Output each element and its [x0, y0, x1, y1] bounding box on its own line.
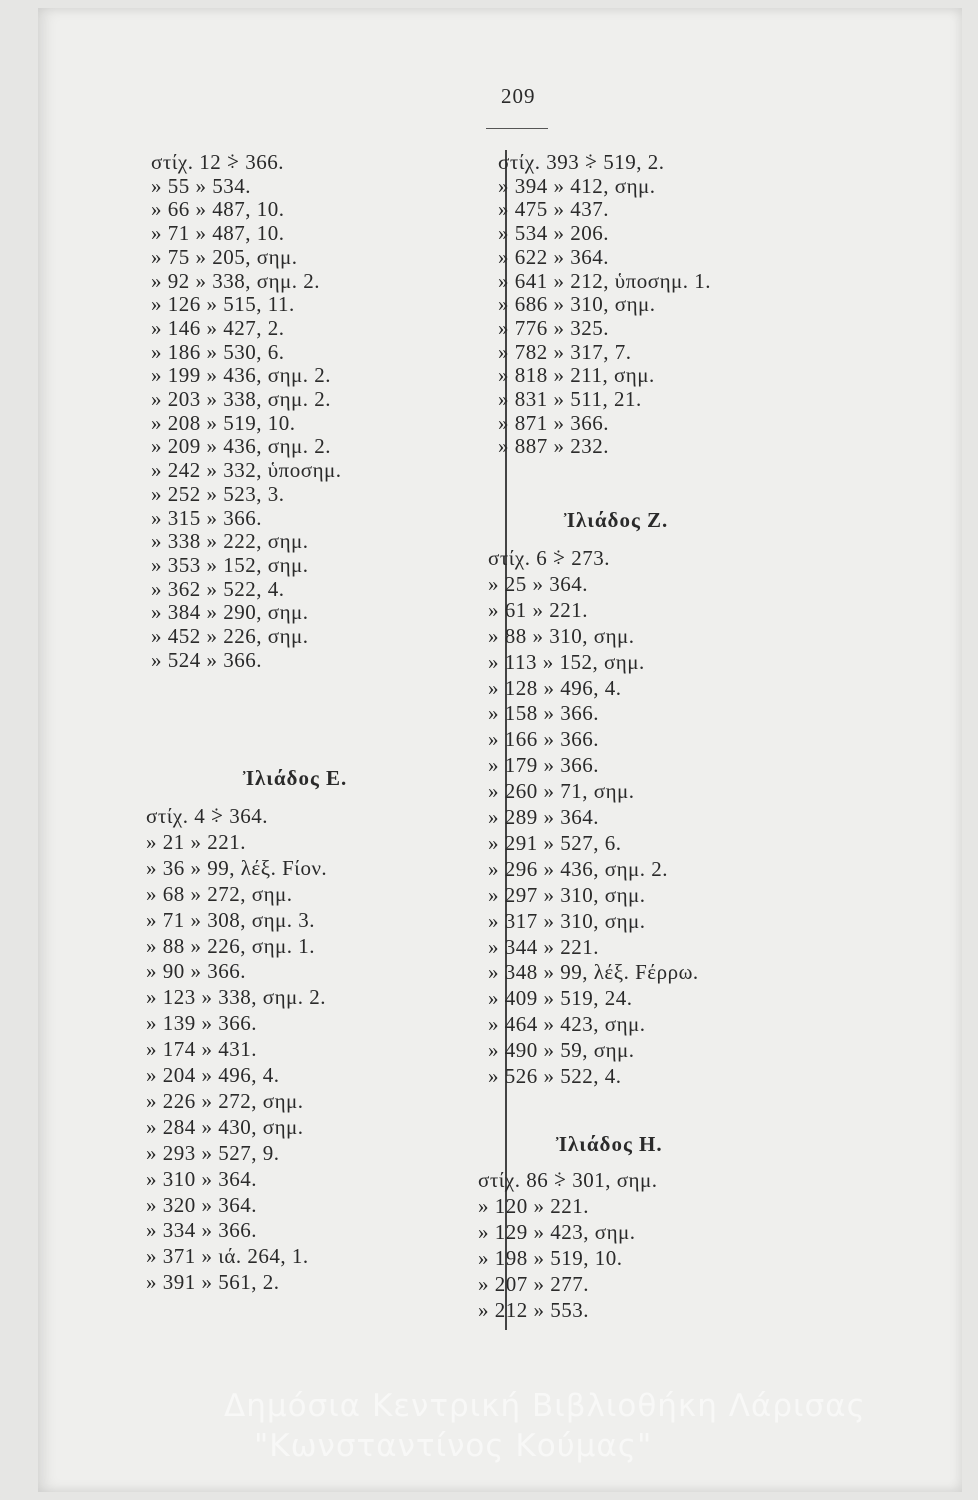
index-entry: » 92 » 338, σημ. 2. — [151, 268, 321, 293]
index-entry: » 203 » 338, σημ. 2. — [151, 387, 332, 411]
index-entry: » 334 » 366. — [146, 1218, 257, 1243]
heading-iliad-h: Ἰλιάδος Η. — [556, 1132, 663, 1156]
index-entry: » 199 » 436, σημ. 2. — [151, 363, 332, 388]
index-entry: » 776 » 325. — [498, 315, 609, 340]
heading-iliad-e: Ἰλιάδος Ε. — [243, 766, 348, 790]
index-entry: » 128 » 496, 4. — [488, 675, 622, 700]
index-entry: » 55 » 534. — [151, 173, 251, 198]
index-entry: » 90 » 366. — [146, 959, 246, 984]
index-entry: » 88 » 310, σημ. — [488, 623, 635, 648]
index-entry: » 88 » 226, σημ. 1. — [146, 933, 316, 958]
index-entry: » 208 » 519, 10. — [151, 410, 296, 435]
index-entry: » 198 » 519, 10. — [478, 1245, 623, 1270]
index-entry: στίχ. 12 ⸖ 366. — [151, 150, 284, 174]
index-entry: » 174 » 431. — [146, 1037, 257, 1062]
index-entry: » 317 » 310, σημ. — [488, 908, 646, 933]
index-entry: » 186 » 530, 6. — [151, 339, 285, 364]
index-entry: » 68 » 272, σημ. — [146, 881, 293, 906]
index-entry: » 113 » 152, σημ. — [488, 649, 645, 674]
page-number: 209 — [501, 84, 536, 108]
index-entry: » 362 » 522, 4. — [151, 576, 285, 601]
index-entry: » 371 » ιά. 264, 1. — [146, 1244, 309, 1269]
index-entry: » 394 » 412, σημ. — [498, 173, 656, 198]
header-rule — [486, 128, 548, 129]
heading-iliad-z: Ἰλιάδος Ζ. — [564, 508, 669, 532]
index-entry: » 296 » 436, σημ. 2. — [488, 856, 669, 881]
index-entry: » 391 » 561, 2. — [146, 1270, 280, 1295]
index-entry: » 384 » 290, σημ. — [151, 600, 309, 625]
index-entry: » 818 » 211, σημ. — [498, 363, 655, 388]
index-entry: » 297 » 310, σημ. — [488, 882, 646, 907]
index-entry: » 242 » 332, ὑποσημ. — [151, 458, 342, 483]
index-entry: » 310 » 364. — [146, 1166, 257, 1191]
index-entry: στίχ. 4 ⸖ 364. — [146, 804, 268, 828]
index-entry: » 464 » 423, σημ. — [488, 1012, 646, 1037]
index-entry: » 120 » 221. — [478, 1193, 589, 1218]
index-entry: » 166 » 366. — [488, 727, 599, 752]
index-entry: » 226 » 272, σημ. — [146, 1088, 304, 1113]
index-entry: » 475 » 437. — [498, 197, 609, 222]
index-entry: » 348 » 99, λέξ. Fέρρω. — [488, 960, 699, 985]
index-entry: » 887 » 232. — [498, 434, 609, 459]
index-entry: » 534 » 206. — [498, 221, 609, 246]
index-entry: » 158 » 366. — [488, 701, 599, 726]
index-entry: » 344 » 221. — [488, 934, 599, 959]
index-entry: στίχ. 86 ⸖ 301, σημ. — [478, 1168, 658, 1192]
index-entry: » 353 » 152, σημ. — [151, 552, 309, 577]
index-entry: » 315 » 366. — [151, 505, 262, 530]
index-entry: » 289 » 364. — [488, 805, 599, 829]
index-entry: » 320 » 364. — [146, 1192, 257, 1217]
index-entry: » 36 » 99, λέξ. Fίον. — [146, 855, 328, 880]
index-entry: » 146 » 427, 2. — [151, 315, 285, 340]
library-watermark-line1: Δημόσια Κεντρική Βιβλιοθήκη Λάρισας — [224, 1388, 866, 1424]
index-entry: » 284 » 430, σημ. — [146, 1114, 304, 1139]
index-entry: » 75 » 205, σημ. — [151, 244, 298, 269]
index-entry: στίχ. 393 ⸖ 519, 2. — [498, 150, 665, 174]
index-entry: » 338 » 222, σημ. — [151, 529, 309, 554]
index-entry: » 524 » 366. — [151, 647, 262, 672]
index-entry: » 21 » 221. — [146, 829, 246, 854]
index-entry: » 782 » 317, 7. — [498, 339, 632, 364]
index-entry: » 209 » 436, σημ. 2. — [151, 434, 332, 459]
index-entry: » 139 » 366. — [146, 1011, 257, 1036]
book-page — [38, 8, 962, 1492]
index-entry: » 212 » 553. — [478, 1297, 589, 1322]
index-entry: » 452 » 226, σημ. — [151, 624, 309, 648]
index-entry: » 71 » 487, 10. — [151, 221, 285, 246]
index-entry: » 409 » 519, 24. — [488, 986, 633, 1011]
index-entry: » 831 » 511, 21. — [498, 387, 642, 411]
index-entry: » 126 » 515, 11. — [151, 292, 295, 317]
index-entry: » 123 » 338, σημ. 2. — [146, 985, 327, 1010]
index-entry: » 61 » 221. — [488, 597, 588, 622]
index-entry: » 293 » 527, 9. — [146, 1140, 280, 1165]
index-entry: » 871 » 366. — [498, 410, 609, 435]
index-entry: » 204 » 496, 4. — [146, 1063, 280, 1087]
index-entry: » 252 » 523, 3. — [151, 481, 285, 506]
index-entry: » 260 » 71, σημ. — [488, 779, 635, 804]
index-entry: στίχ. 6 ⸖ 273. — [488, 546, 610, 570]
index-entry: » 71 » 308, σημ. 3. — [146, 907, 316, 932]
index-entry: » 25 » 364. — [488, 571, 588, 596]
index-entry: » 490 » 59, σημ. — [488, 1038, 635, 1063]
library-watermark-line2: "Κωνσταντίνος Κούμας" — [254, 1428, 653, 1464]
index-entry: » 179 » 366. — [488, 753, 599, 778]
index-entry: » 641 » 212, ὑποσημ. 1. — [498, 268, 712, 293]
index-entry: » 207 » 277. — [478, 1271, 589, 1296]
index-entry: » 129 » 423, σημ. — [478, 1219, 636, 1244]
index-entry: » 291 » 527, 6. — [488, 830, 622, 855]
index-entry: » 686 » 310, σημ. — [498, 292, 656, 317]
index-entry: » 66 » 487, 10. — [151, 197, 285, 222]
index-entry: » 622 » 364. — [498, 244, 609, 269]
index-entry: » 526 » 522, 4. — [488, 1064, 622, 1088]
